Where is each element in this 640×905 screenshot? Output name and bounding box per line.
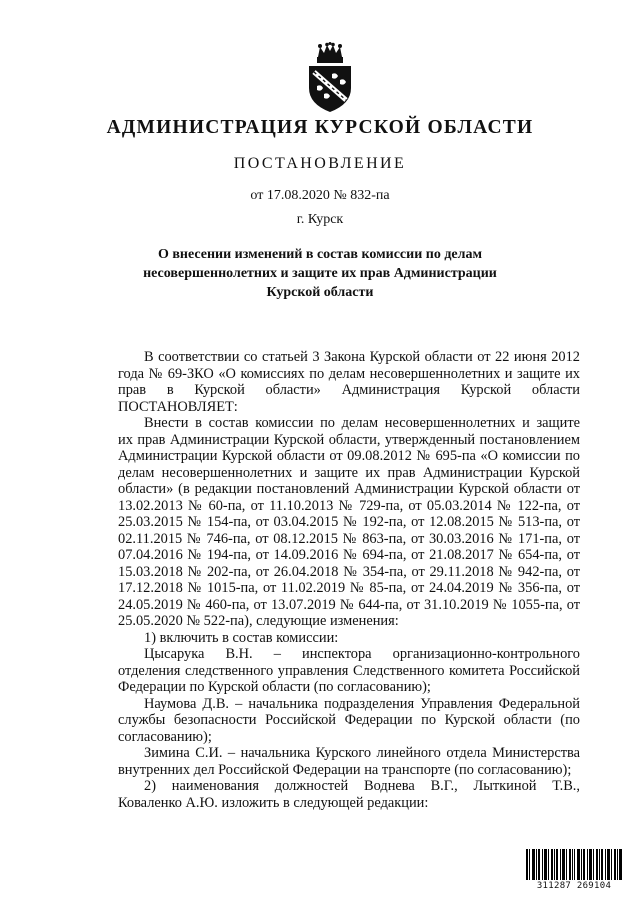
coat-of-arms-emblem [300,42,360,114]
text-line: Коваленко А.Ю. изложить в следующей редакции: [118,794,429,811]
text-line: 2) наименования должностей Воднева В.Г., Лыткиной Т.В., [144,778,580,794]
document-city: г. Курск [296,212,344,227]
text-line: В соответствии со статьей 3 Закона Курской области от 22 июня 2012 [144,349,580,365]
text-line: службы безопасности Российской Федерации по Курской области (по [118,712,580,728]
text-line: 15.03.2018 № 202-па, от 26.04.2018 № 354-па, от 29.11.2018 № 942-па, от [118,563,580,580]
text-line: делам несовершеннолетних и защите их прав Администрации Курской [118,464,580,481]
text-line: 25.05.2020 № 522-па), следующие изменения: [118,613,399,629]
subject-line: О внесении изменений в состав комиссии по делам [157,247,483,262]
subject-line: Курской области [266,285,374,300]
text-line: ПОСТАНОВЛЯЕТ: [118,398,238,415]
preamble-paragraph [118,349,580,415]
barcode [525,849,623,897]
text-line: области» (в редакции постановлений Администрации Курской области от [118,481,580,497]
main-paragraph [118,415,580,630]
text-line: 1) включить в состав комиссии: [144,629,339,646]
item1-title [118,630,580,647]
document-body [118,349,580,811]
crown-icon [317,42,343,63]
text-line: 17.12.2018 № 1015-па, от 11.02.2019 № 85-па, от 24.04.2019 № 356-па, от [118,580,580,596]
text-line: года № 69-ЗКО «О комиссиях по делам несовершеннолетних и защите их [118,365,580,382]
text-line: 24.05.2019 № 460-па, от 13.07.2019 № 644-па, от 31.10.2019 № 1055-па, от [118,596,580,613]
subject-line: несовершеннолетних и защите их прав Администрации [143,266,497,281]
text-line: Федерации по Курской области (по согласованию); [118,679,431,695]
document-date-number: от 17.08.2020 № 832-па [250,188,390,203]
document-subject [0,245,640,302]
text-line: Наумова Д.В. – начальника подразделения Управления Федеральной [144,695,580,712]
text-line: внутренних дел Российской Федерации на транспорте (по согласованию); [118,761,572,778]
text-line: Администрации Курской области от 09.08.2012 № 695-па «О комиссии по [118,448,580,464]
barcode-bars [525,849,623,881]
person-entry [118,646,580,696]
text-line: 02.11.2015 № 746-па, от 08.12.2015 № 863-па, от 30.03.2016 № 171-па, от [118,530,580,547]
text-line: Цысарука В.Н. – инспектора организационно-контрольного [144,646,580,662]
text-line: их прав Администрации Курской области, утвержденный постановлением [118,431,580,448]
document-type: ПОСТАНОВЛЕНИЕ [233,155,407,172]
person-entry [118,696,580,746]
person-entry [118,745,580,778]
text-line: 07.04.2016 № 194-па, от 14.09.2016 № 694-па, от 21.08.2017 № 654-па, от [118,547,580,563]
text-line: Зимина С.И. – начальника Курского линейного отдела Министерства [144,745,580,761]
organization-title: АДМИНИСТРАЦИЯ КУРСКОЙ ОБЛАСТИ [106,117,534,138]
text-line: отделения следственного управления Следственного комитета Российской [118,662,580,679]
text-line: прав в Курской области» Администрация Курской области [118,382,580,398]
text-line: Внести в состав комиссии по делам несовершеннолетних и защите [144,415,580,431]
text-line: 25.03.2015 № 154-па, от 03.04.2015 № 192-па, от 12.08.2015 № 513-па, от [118,514,580,530]
item2-paragraph [118,778,580,811]
text-line: 13.02.2013 № 60-па, от 11.10.2013 № 729-па, от 05.03.2014 № 122-па, от [118,497,580,514]
barcode-number: 311287 269104 [536,881,612,891]
text-line: согласованию); [118,728,212,745]
